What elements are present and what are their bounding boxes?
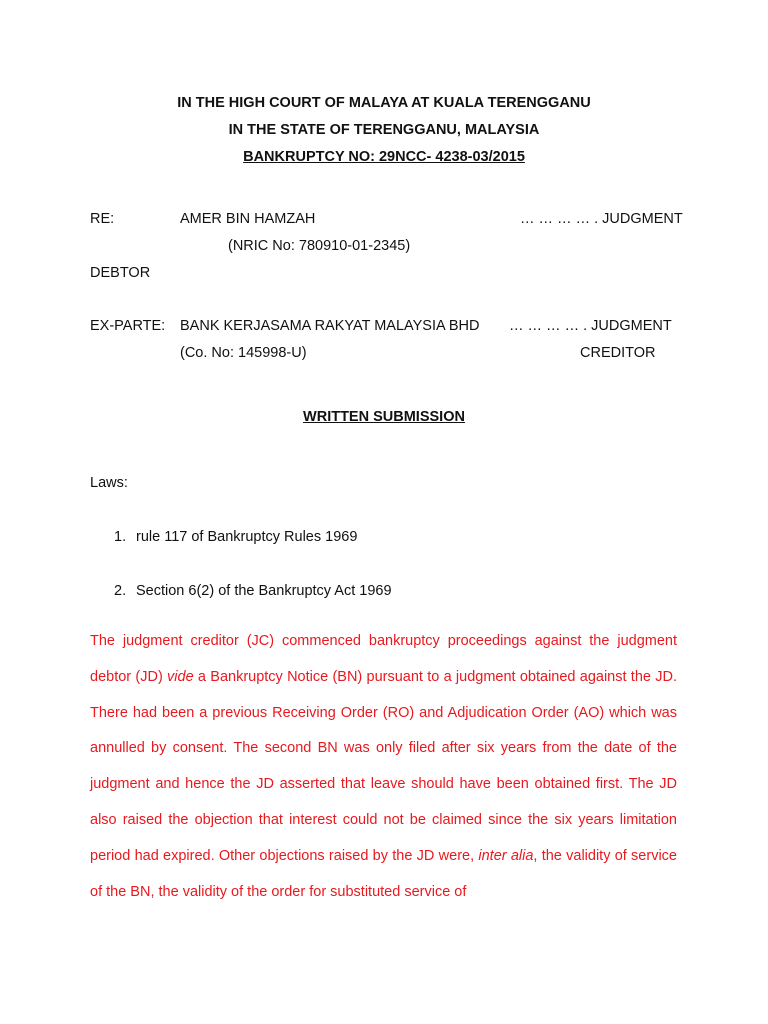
debtor-nric: (NRIC No: 780910-01-2345) — [228, 238, 411, 254]
law-item-text: Section 6(2) of the Bankruptcy Act 1969 — [136, 583, 392, 599]
paragraph-text: a Bankruptcy Notice (BN) pursuant to a judgment obtained against the JD. There had been a previous Receiving Order (RO) and Adjudication Order (AO) which was annulled by consent. The second BN was only filed after six years from the date of the judgment and hence the JD asserted that leave should have been obtained first. The JD also raised the objection that interest could not be claimed since the six years limitation period had expired. Other objections raised by the JD were, — [90, 668, 677, 864]
laws-label: Laws: — [90, 475, 128, 491]
court-name: IN THE HIGH COURT OF MALAYA AT KUALA TERENGGANU — [177, 95, 591, 111]
court-state: IN THE STATE OF TERENGGANU, MALAYSIA — [228, 122, 540, 138]
law-item-number: 1. — [114, 529, 127, 545]
paragraph-text: The judgment creditor (JC) commenced bankruptcy proceedings against the judgment debtor (JD) — [90, 633, 677, 685]
paragraph-italic-text: vide — [167, 668, 194, 685]
case-number: BANKRUPTCY NO: 29NCC- 4238-03/2015 — [243, 149, 525, 165]
debtor-name: AMER BIN HAMZAH — [180, 211, 316, 227]
paragraph-italic-text: inter alia — [478, 847, 534, 864]
paragraph-text: , the validity of service of the BN, the validity of the order for substituted service of — [90, 847, 677, 900]
law-item-text: rule 117 of Bankruptcy Rules 1969 — [136, 529, 358, 545]
debtor-role: … … … … . JUDGMENT — [520, 211, 683, 227]
creditor-company-number: (Co. No: 145998-U) — [180, 345, 307, 361]
re-label: RE: — [90, 211, 115, 227]
creditor-role-continued: CREDITOR — [580, 345, 656, 361]
submission-title: WRITTEN SUBMISSION — [303, 409, 465, 425]
law-item-number: 2. — [114, 583, 127, 599]
case-summary-paragraph — [90, 624, 677, 910]
creditor-name: BANK KERJASAMA RAKYAT MALAYSIA BHD — [180, 318, 480, 334]
creditor-role: … … … … . JUDGMENT — [509, 318, 672, 334]
debtor-role-continued: DEBTOR — [90, 265, 151, 281]
exparte-label: EX-PARTE: — [90, 318, 166, 334]
